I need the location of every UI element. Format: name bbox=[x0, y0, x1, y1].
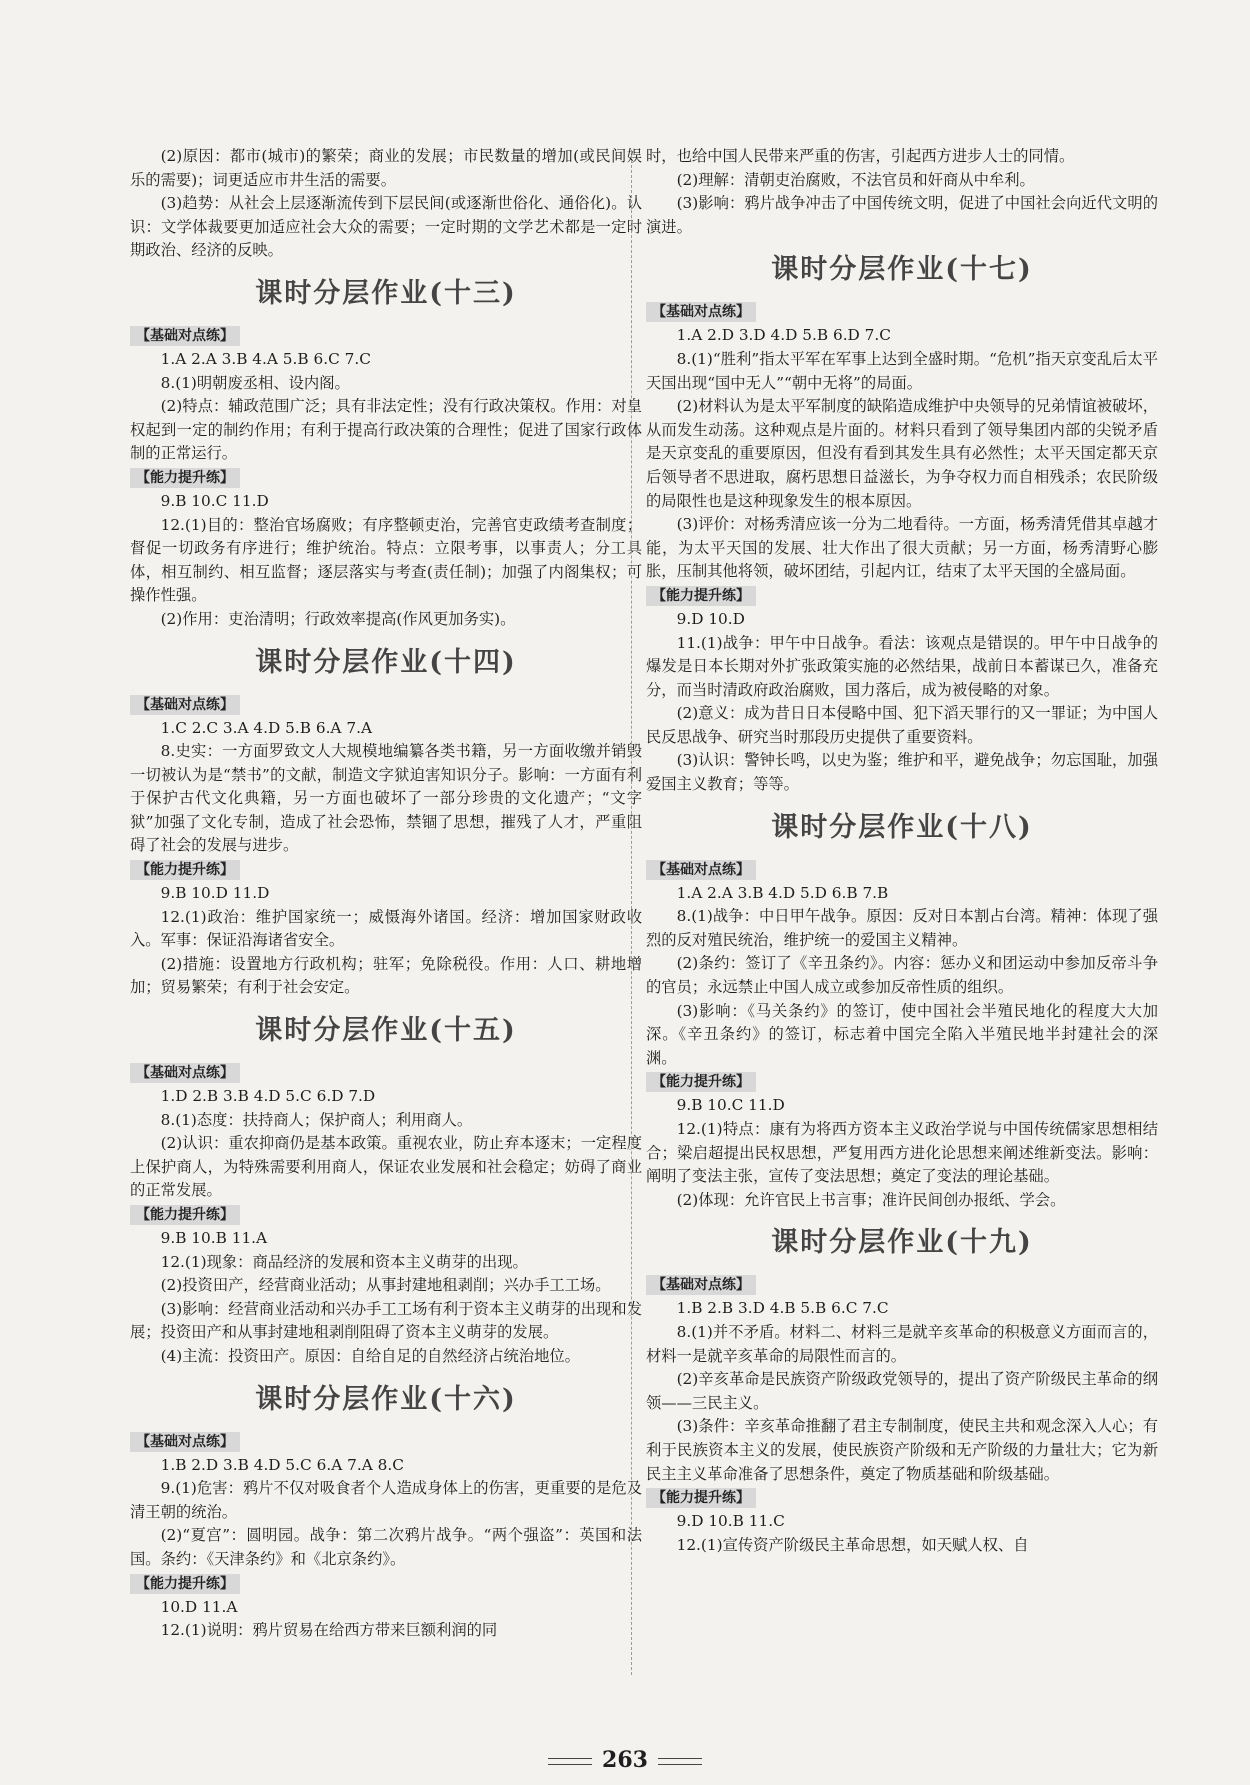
paragraph: (2)投资田产，经营商业活动；从事封建地租剥削；兴办手工工场。 bbox=[160, 1276, 611, 1295]
paragraph: (4)主流：投资田产。原因：自给自足的自然经济占统治地位。 bbox=[160, 1346, 580, 1365]
section-label-ability: 【能力提升练】 bbox=[130, 1574, 240, 1594]
paragraph: (2)“夏宫”：圆明园。战争：第二次鸦片战争。“两个强盗”：英国和法国。条约：《天津条约》和《北京条约》。 bbox=[130, 1526, 642, 1568]
choice-answers: 1.C 2.C 3.A 4.D 5.B 6.A 7.A bbox=[160, 718, 372, 737]
choice-answers: 10.D 11.A bbox=[160, 1597, 238, 1616]
choice-answers: 1.A 2.A 3.B 4.A 5.B 6.C 7.C bbox=[160, 349, 371, 368]
section-label-ability: 【能力提升练】 bbox=[646, 1072, 756, 1092]
paragraph: (2)材料认为是太平军制度的缺陷造成维护中央领导的兄弟情谊被破坏，从而发生动荡。这种观点是片面的。材料只看到了领导集团内部的尖锐矛盾是天京变乱的重要原因，但没有看到其发生具有必然性；太平天国定都天京后领导者不思进取，腐朽思想日益滋长，为争夺权力而自相残杀；农民阶级的局限性也是这种现象发生的根本原因。 bbox=[646, 397, 1158, 510]
paragraph: (3)影响：经营商业活动和兴办手工工场有利于资本主义萌芽的出现和发展；投资田产和从事封建地租剥削阻碍了资本主义萌芽的发展。 bbox=[130, 1299, 642, 1342]
paragraph: (2)作用：吏治清明；行政效率提高(作风更加务实)。 bbox=[160, 609, 516, 628]
paragraph: (3)评价：对杨秀清应该一分为二地看待。一方面，杨秀清凭借其卓越才能，为太平天国的发展、壮大作出了很大贡献；另一方面，杨秀清野心膨胀，压制其他将领，破坏团结，引起内讧，结束了太平天国的全盛局面。 bbox=[646, 515, 1158, 581]
paragraph: (2)措施：设置地方行政机构；驻军；免除税役。作用：人口、耕地增加；贸易繁荣；有利于社会安定。 bbox=[130, 954, 642, 997]
paragraph: (2)意义：成为昔日日本侵略中国、犯下滔天罪行的又一罪证；为中国人民反思战争、研究当时那段历史提供了重要资料。 bbox=[646, 704, 1158, 746]
section-label-basic: 【基础对点练】 bbox=[646, 302, 756, 322]
paragraph: 12.(1)说明：鸦片贸易在给西方带来巨额利润的同 bbox=[160, 1621, 498, 1640]
paragraph: 12.(1)政治：维护国家统一；威慑海外诸国。经济：增加国家财政收入。军事：保证沿海诸省安全。 bbox=[130, 907, 642, 950]
section-title: 课时分层作业(十九) bbox=[771, 1227, 1033, 1259]
section-label-ability: 【能力提升练】 bbox=[646, 1488, 756, 1508]
paragraph: 时，也给中国人民带来严重的伤害，引起西方进步人士的同情。 bbox=[646, 147, 1075, 165]
paragraph: 8.(1)明朝废丞相、设内阁。 bbox=[160, 373, 350, 392]
paragraph: 9.(1)危害：鸦片不仅对吸食者个人造成身体上的伤害，更重要的是危及清王朝的统治。 bbox=[130, 1479, 642, 1521]
section-label-ability: 【能力提升练】 bbox=[130, 468, 240, 488]
choice-answers: 1.B 2.D 3.B 4.D 5.C 6.A 7.A 8.C bbox=[160, 1455, 404, 1474]
left-column bbox=[130, 145, 642, 1643]
page-number-text: 263 bbox=[602, 1747, 648, 1773]
paragraph: (2)理解：清朝吏治腐败，不法官员和奸商从中牟利。 bbox=[676, 170, 1035, 189]
paragraph: (3)趋势：从社会上层逐渐流传到下层民间(或逐渐世俗化、通俗化)。认识：文学体裁要更加适应社会大众的需要；一定时期的文学艺术都是一定时期政治、经济的反映。 bbox=[130, 194, 642, 260]
paragraph: (2)原因：都市(城市)的繁荣；商业的发展；市民数量的增加(或民间娱乐的需要)；词更适应市井生活的需要。 bbox=[130, 147, 642, 189]
right-column bbox=[646, 145, 1158, 1557]
paragraph: 12.(1)现象：商品经济的发展和资本主义萌芽的出现。 bbox=[160, 1252, 528, 1271]
choice-answers: 9.B 10.C 11.D bbox=[676, 1096, 785, 1115]
section-label-basic: 【基础对点练】 bbox=[130, 1063, 240, 1083]
paragraph: (2)认识：重农抑商仍是基本政策。重视农业，防止弃本逐末；一定程度上保护商人，为特殊需要利用商人，保证农业发展和社会稳定；妨碍了商业的正常发展。 bbox=[130, 1134, 642, 1200]
paragraph: 12.(1)目的：整治官场腐败；有序整顿吏治，完善官吏政绩考查制度；督促一切政务有序进行；维护统治。特点：立限考事，以事责人；分工具体，相互制约、相互监督；逐层落实与考查(责任制)；加强了内阁集权；可操作性强。 bbox=[130, 515, 642, 605]
section-label-ability: 【能力提升练】 bbox=[130, 1205, 240, 1225]
paragraph: 12.(1)特点：康有为将西方资本主义政治学说与中国传统儒家思想相结合；梁启超提出民权思想，严复用西方进化论思想来阐述维新变法。影响：阐明了变法主张，宣传了变法思想；奠定了变法的理论基础。 bbox=[646, 1120, 1158, 1186]
choice-answers: 1.A 2.D 3.D 4.D 5.B 6.D 7.C bbox=[676, 326, 891, 345]
section-label-basic: 【基础对点练】 bbox=[646, 860, 756, 880]
choice-answers: 1.B 2.B 3.D 4.B 5.B 6.C 7.C bbox=[676, 1299, 889, 1318]
section-title: 课时分层作业(十三) bbox=[255, 277, 517, 309]
choice-answers: 1.A 2.A 3.B 4.D 5.D 6.B 7.B bbox=[676, 883, 889, 902]
choice-answers: 1.D 2.B 3.B 4.D 5.C 6.D 7.D bbox=[160, 1087, 376, 1106]
paragraph: 8.史实：一方面罗致文人大规模地编纂各类书籍，另一方面收缴并销毁一切被认为是“禁书”的文献，制造文字狱迫害知识分子。影响：一方面有利于保护古代文化典籍，另一方面也破坏了一部分珍贵的文化遗产；“文字狱”加强了文化专制，造成了社会恐怖，禁锢了思想，摧残了人才，严重阻碍了社会的发展与进步。 bbox=[130, 742, 642, 855]
paragraph: 8.(1)并不矛盾。材料二、材料三是就辛亥革命的积极意义方面而言的，材料一是就辛亥革命的局限性而言的。 bbox=[646, 1322, 1158, 1365]
paragraph: 8.(1)战争：中日甲午战争。原因：反对日本割占台湾。精神：体现了强烈的反对殖民统治，维护统一的爱国主义精神。 bbox=[646, 907, 1158, 949]
section-label-basic: 【基础对点练】 bbox=[130, 326, 240, 346]
section-title: 课时分层作业(十五) bbox=[255, 1015, 517, 1047]
choice-answers: 9.D 10.D bbox=[676, 609, 745, 628]
choice-answers: 9.B 10.B 11.A bbox=[160, 1229, 268, 1247]
paragraph: 8.(1)态度：扶持商人；保护商人；利用商人。 bbox=[160, 1110, 473, 1129]
decorative-rule bbox=[548, 1758, 592, 1765]
section-label-basic: 【基础对点练】 bbox=[130, 1432, 240, 1452]
section-title: 课时分层作业(十六) bbox=[255, 1383, 517, 1415]
choice-answers: 9.B 10.C 11.D bbox=[160, 491, 269, 510]
paragraph: (3)认识：警钟长鸣，以史为鉴；维护和平，避免战争；勿忘国耻，加强爱国主义教育；等等。 bbox=[646, 751, 1158, 794]
section-title: 课时分层作业(十八) bbox=[771, 811, 1033, 843]
choice-answers: 9.B 10.D 11.D bbox=[160, 884, 270, 903]
column-divider bbox=[631, 150, 632, 1675]
paragraph: (2)特点：辅政范围广泛；具有非法定性；没有行政决策权。作用：对皇权起到一定的制约作用；有利于提高行政决策的合理性；促进了国家行政体制的正常运行。 bbox=[130, 397, 642, 463]
paragraph: (3)条件：辛亥革命推翻了君主专制制度，使民主共和观念深入人心；有利于民族资本主义的发展，使民族资产阶级和无产阶级的力量壮大；它为新民主主义革命准备了思想条件，奠定了物质基础和阶级基础。 bbox=[646, 1417, 1158, 1483]
section-title: 课时分层作业(十四) bbox=[255, 646, 517, 678]
paragraph: (3)影响：《马关条约》的签订，使中国社会半殖民地化的程度大大加深。《辛丑条约》的签订，标志着中国完全陷入半殖民地半封建社会的深渊。 bbox=[646, 1001, 1158, 1067]
page-number bbox=[0, 1747, 1250, 1773]
paragraph: (2)辛亥革命是民族资产阶级政党领导的，提出了资产阶级民主革命的纲领——三民主义。 bbox=[646, 1370, 1158, 1412]
section-label-ability: 【能力提升练】 bbox=[130, 860, 240, 880]
paragraph: 11.(1)战争：甲午中日战争。看法：该观点是错误的。甲午中日战争的爆发是日本长期对外扩张政策实施的必然结果，战前日本蓄谋已久，准备充分，而当时清政府政治腐败，国力落后，成为被侵略的对象。 bbox=[646, 633, 1158, 699]
paragraph: (3)影响：鸦片战争冲击了中国传统文明，促进了中国社会向近代文明的演进。 bbox=[646, 194, 1158, 236]
paragraph: 12.(1)宣传资产阶级民主革命思想，如天赋人权、自 bbox=[676, 1535, 1029, 1554]
paragraph: (2)体现：允许官民上书言事；准许民间创办报纸、学会。 bbox=[676, 1190, 1066, 1209]
section-label-basic: 【基础对点练】 bbox=[130, 695, 240, 715]
section-title: 课时分层作业(十七) bbox=[771, 254, 1033, 286]
choice-answers: 9.D 10.B 11.C bbox=[676, 1512, 785, 1531]
paragraph: 8.(1)“胜利”指太平军在军事上达到全盛时期。“危机”指天京变乱后太平天国出现“国中无人”“朝中无将”的局面。 bbox=[646, 349, 1158, 392]
section-label-basic: 【基础对点练】 bbox=[646, 1275, 756, 1295]
decorative-rule bbox=[658, 1758, 702, 1765]
paragraph: (2)条约：签订了《辛丑条约》。内容：惩办义和团运动中参加反帝斗争的官员；永远禁止中国人成立或参加反帝性质的组织。 bbox=[646, 954, 1158, 997]
section-label-ability: 【能力提升练】 bbox=[646, 586, 756, 606]
